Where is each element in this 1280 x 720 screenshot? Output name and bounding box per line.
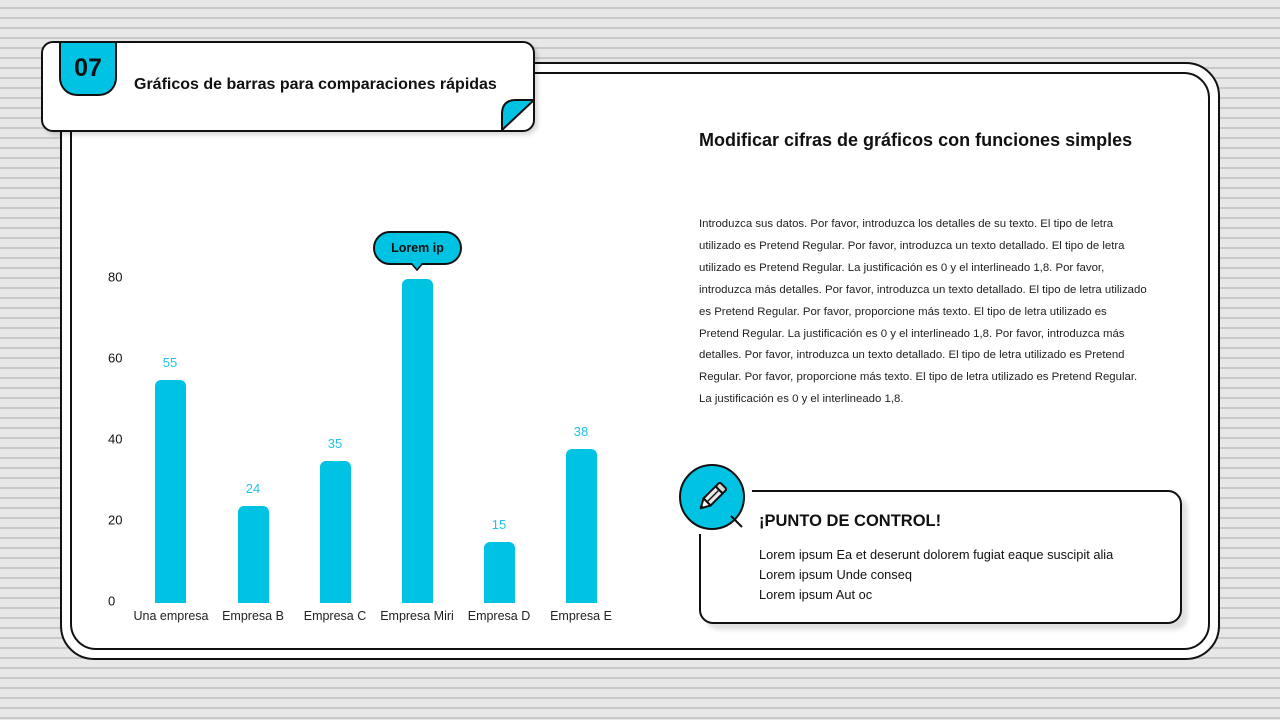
bar-value-label: 55 (162, 355, 178, 370)
bar-empresa-b[interactable] (238, 506, 269, 603)
panel-body-text: Introduzca sus datos. Por favor, introduzca los detalles de su texto. El tipo de letra utilizado es Pretend Regular. Por favor, introduzca un texto detallado. El tipo de letra utilizado es Pretend Regular. La justificación es 0 y el interlineado 1,8. Por favor, introduzca más detalles. Por favor, introduzca un texto detallado. El tipo de letra utilizado es Pretend Regular. Por favor, proporcione más texto. El tipo de letra utilizado es Pretend Regular. La justificación es 0 y el interlineado 1,8. Por favor, introduzca más detalles. Por favor, introduzca un texto detallado. El tipo de letra utilizado es Pretend Regular. Por favor, proporcione más texto. El tipo de letra utilizado es Pretend Regular. La justificación es 0 y el interlineado 1,8. (699, 218, 1147, 406)
x-label: Empresa E (550, 609, 612, 623)
x-label: Empresa B (222, 609, 284, 623)
checkpoint-list (759, 545, 1113, 605)
section-number-badge: 07 (59, 43, 117, 96)
x-label: Empresa D (467, 609, 531, 623)
checkpoint-line: Lorem ipsum Unde conseq (759, 567, 912, 582)
y-tick-20: 20 (108, 512, 123, 528)
x-label: Una empresa (133, 609, 209, 623)
section-title: Gráficos de barras para comparaciones rápidas (134, 76, 497, 93)
bar-empresa-e[interactable] (566, 449, 597, 603)
checkpoint-title: ¡PUNTO DE CONTROL! (759, 512, 942, 530)
checkpoint-line: Lorem ipsum Aut oc (759, 587, 873, 602)
bar-empresa-d[interactable] (484, 542, 515, 603)
bar-empresa-miri[interactable] (402, 279, 433, 603)
y-tick-40: 40 (108, 431, 123, 447)
checkpoint-line: Lorem ipsum Ea et deserunt dolorem fugiat eaque suscipit alia (759, 547, 1114, 562)
bar-empresa-c[interactable] (320, 461, 351, 603)
y-tick-0: 0 (108, 593, 116, 609)
pencil-icon (692, 477, 732, 517)
tooltip-pointer-icon (411, 263, 423, 271)
x-label: Empresa Miri (380, 609, 454, 623)
bar-tooltip: Lorem ip (373, 231, 462, 265)
bar-value-label: 35 (327, 436, 343, 451)
page-fold-corner-icon (500, 96, 536, 132)
connector-line (730, 515, 744, 529)
panel-title: Modificar cifras de gráficos con funciones simples (699, 130, 1133, 150)
bar-una-empresa[interactable] (155, 380, 186, 603)
y-tick-60: 60 (108, 350, 123, 366)
bar-value-label: 24 (245, 481, 261, 496)
x-label: Empresa C (303, 609, 367, 623)
bar-value-label: 15 (491, 517, 507, 532)
y-tick-80: 80 (108, 269, 123, 285)
bar-chart (90, 220, 650, 640)
bar-value-label: 38 (573, 424, 589, 439)
